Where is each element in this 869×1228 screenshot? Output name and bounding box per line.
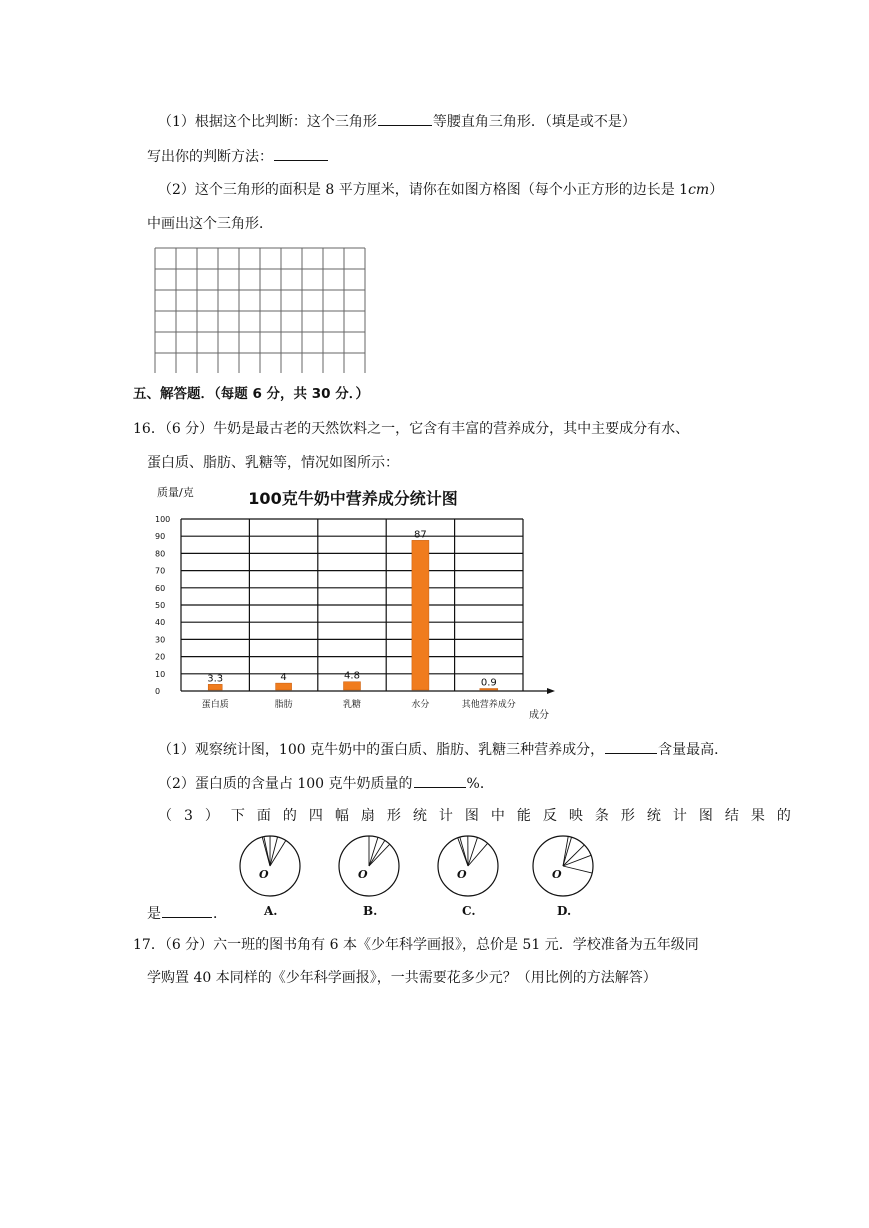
q15-part2-close: ）	[709, 182, 724, 198]
pie-chart-option[interactable]	[428, 826, 508, 906]
chart-data-label: 0.9	[480, 677, 497, 689]
q16-part2-prefix: （2）蛋白质的含量占 100 克牛奶质量的	[158, 776, 413, 792]
chart-data-label: 4.8	[344, 670, 360, 682]
pie-chart-option[interactable]	[230, 826, 310, 906]
pie-option-label: D.	[557, 904, 572, 918]
chart-x-axis-label: 成分	[529, 710, 549, 721]
chart-bar	[276, 683, 292, 690]
q16-part3-line2	[147, 903, 227, 924]
q16-part3-line1: （3）下面的四幅扇形统计图中能反映条形统计图结果的	[158, 808, 803, 824]
q16-part3-suffix: ．	[213, 906, 227, 922]
chart-data-label: 4	[280, 672, 287, 684]
chart-bar	[344, 682, 361, 690]
chart-data-label: 87	[414, 529, 427, 541]
q15-part2-unit: cm	[688, 182, 710, 198]
q16-part1-suffix: 含量最高．	[658, 742, 729, 758]
chart-y-tick-label: 50	[155, 601, 166, 610]
q16-answer-blank-2[interactable]	[414, 773, 466, 788]
chart-y-tick-label: 10	[155, 669, 166, 679]
pie-center-label: O	[259, 868, 269, 881]
q16-answer-blank-1[interactable]	[605, 739, 657, 754]
q15-part1-prefix: （1）根据这个比判断：这个三角形	[158, 114, 377, 130]
chart-category-label: 水分	[411, 700, 430, 710]
chart-title: 100克牛奶中营养成分统计图	[248, 489, 458, 508]
q15-part2-line2: 中画出这个三角形．	[147, 216, 273, 232]
milk-nutrient-bar-chart	[145, 482, 565, 722]
square-grid[interactable]	[154, 247, 368, 373]
chart-y-tick-label: 0	[155, 687, 161, 696]
pie-chart-option[interactable]	[329, 826, 409, 906]
q16-part2-suffix: %．	[466, 776, 494, 792]
q17-line1: 17．（6 分）六一班的图书角有 6 本《少年科学画报》，总价是 51 元．学校准备为五年级同	[133, 937, 699, 953]
q16-part2	[158, 773, 494, 794]
chart-bar	[412, 540, 429, 690]
q16-part1-prefix: （1）观察统计图，100 克牛奶中的蛋白质、脂肪、乳糖三种营养成分，	[158, 742, 605, 758]
q16-part1	[158, 739, 728, 760]
chart-category-label: 其他营养成分	[461, 700, 516, 710]
q15-method-label: 写出你的判断方法：	[147, 149, 273, 165]
pie-option-label: A.	[264, 904, 278, 918]
q16-intro-line2: 蛋白质、脂肪、乳糖等，情况如图所示：	[147, 455, 399, 471]
section-5-title: 五、解答题．（每题 6 分，共 30 分．）	[133, 386, 369, 402]
chart-data-label: 3.3	[207, 673, 224, 685]
q16-intro-line1: 16．（6 分）牛奶是最古老的天然饮料之一，它含有丰富的营养成分，其中主要成分有水、	[133, 421, 690, 437]
chart-y-tick-label: 90	[155, 532, 166, 542]
chart-y-tick-label: 40	[155, 618, 166, 628]
pie-center-label: O	[457, 868, 467, 881]
chart-y-tick-label: 30	[155, 635, 166, 645]
chart-bar	[208, 684, 222, 690]
pie-option-label: B.	[363, 904, 378, 918]
q16-answer-blank-3[interactable]	[162, 903, 212, 918]
pie-center-label: O	[358, 868, 368, 881]
chart-category-label: 乳糖	[342, 700, 362, 710]
chart-y-axis-label: 质量/克	[157, 486, 194, 499]
chart-y-tick-label: 60	[155, 583, 166, 593]
chart-y-tick-label: 70	[155, 566, 166, 576]
q15-part1	[158, 111, 636, 132]
q15-part1-suffix: 等腰直角三角形．（填是或不是）	[432, 114, 636, 130]
chart-y-tick-label: 100	[155, 515, 171, 524]
pie-chart-option[interactable]	[523, 826, 603, 906]
q15-method-blank[interactable]	[274, 146, 328, 161]
chart-x-axis-arrow	[547, 688, 555, 694]
q15-answer-blank-1[interactable]	[378, 111, 432, 126]
pie-center-label: O	[552, 868, 562, 881]
q17-line2: 学购置 40 本同样的《少年科学画报》，一共需要花多少元？（用比例的方法解答）	[147, 970, 657, 986]
chart-y-tick-label: 80	[155, 549, 166, 559]
q15-part2-text: （2）这个三角形的面积是 8 平方厘米，请你在如图方格图（每个小正方形的边长是 1	[158, 182, 689, 198]
chart-category-label: 脂肪	[274, 700, 293, 710]
q16-part3-prefix: 是	[147, 906, 161, 922]
chart-y-tick-label: 20	[155, 652, 166, 662]
chart-bar	[480, 689, 498, 691]
q15-method	[147, 146, 329, 167]
q15-part2-line1	[158, 180, 723, 200]
chart-category-label: 蛋白质	[201, 700, 229, 710]
pie-option-label: C.	[462, 904, 476, 918]
